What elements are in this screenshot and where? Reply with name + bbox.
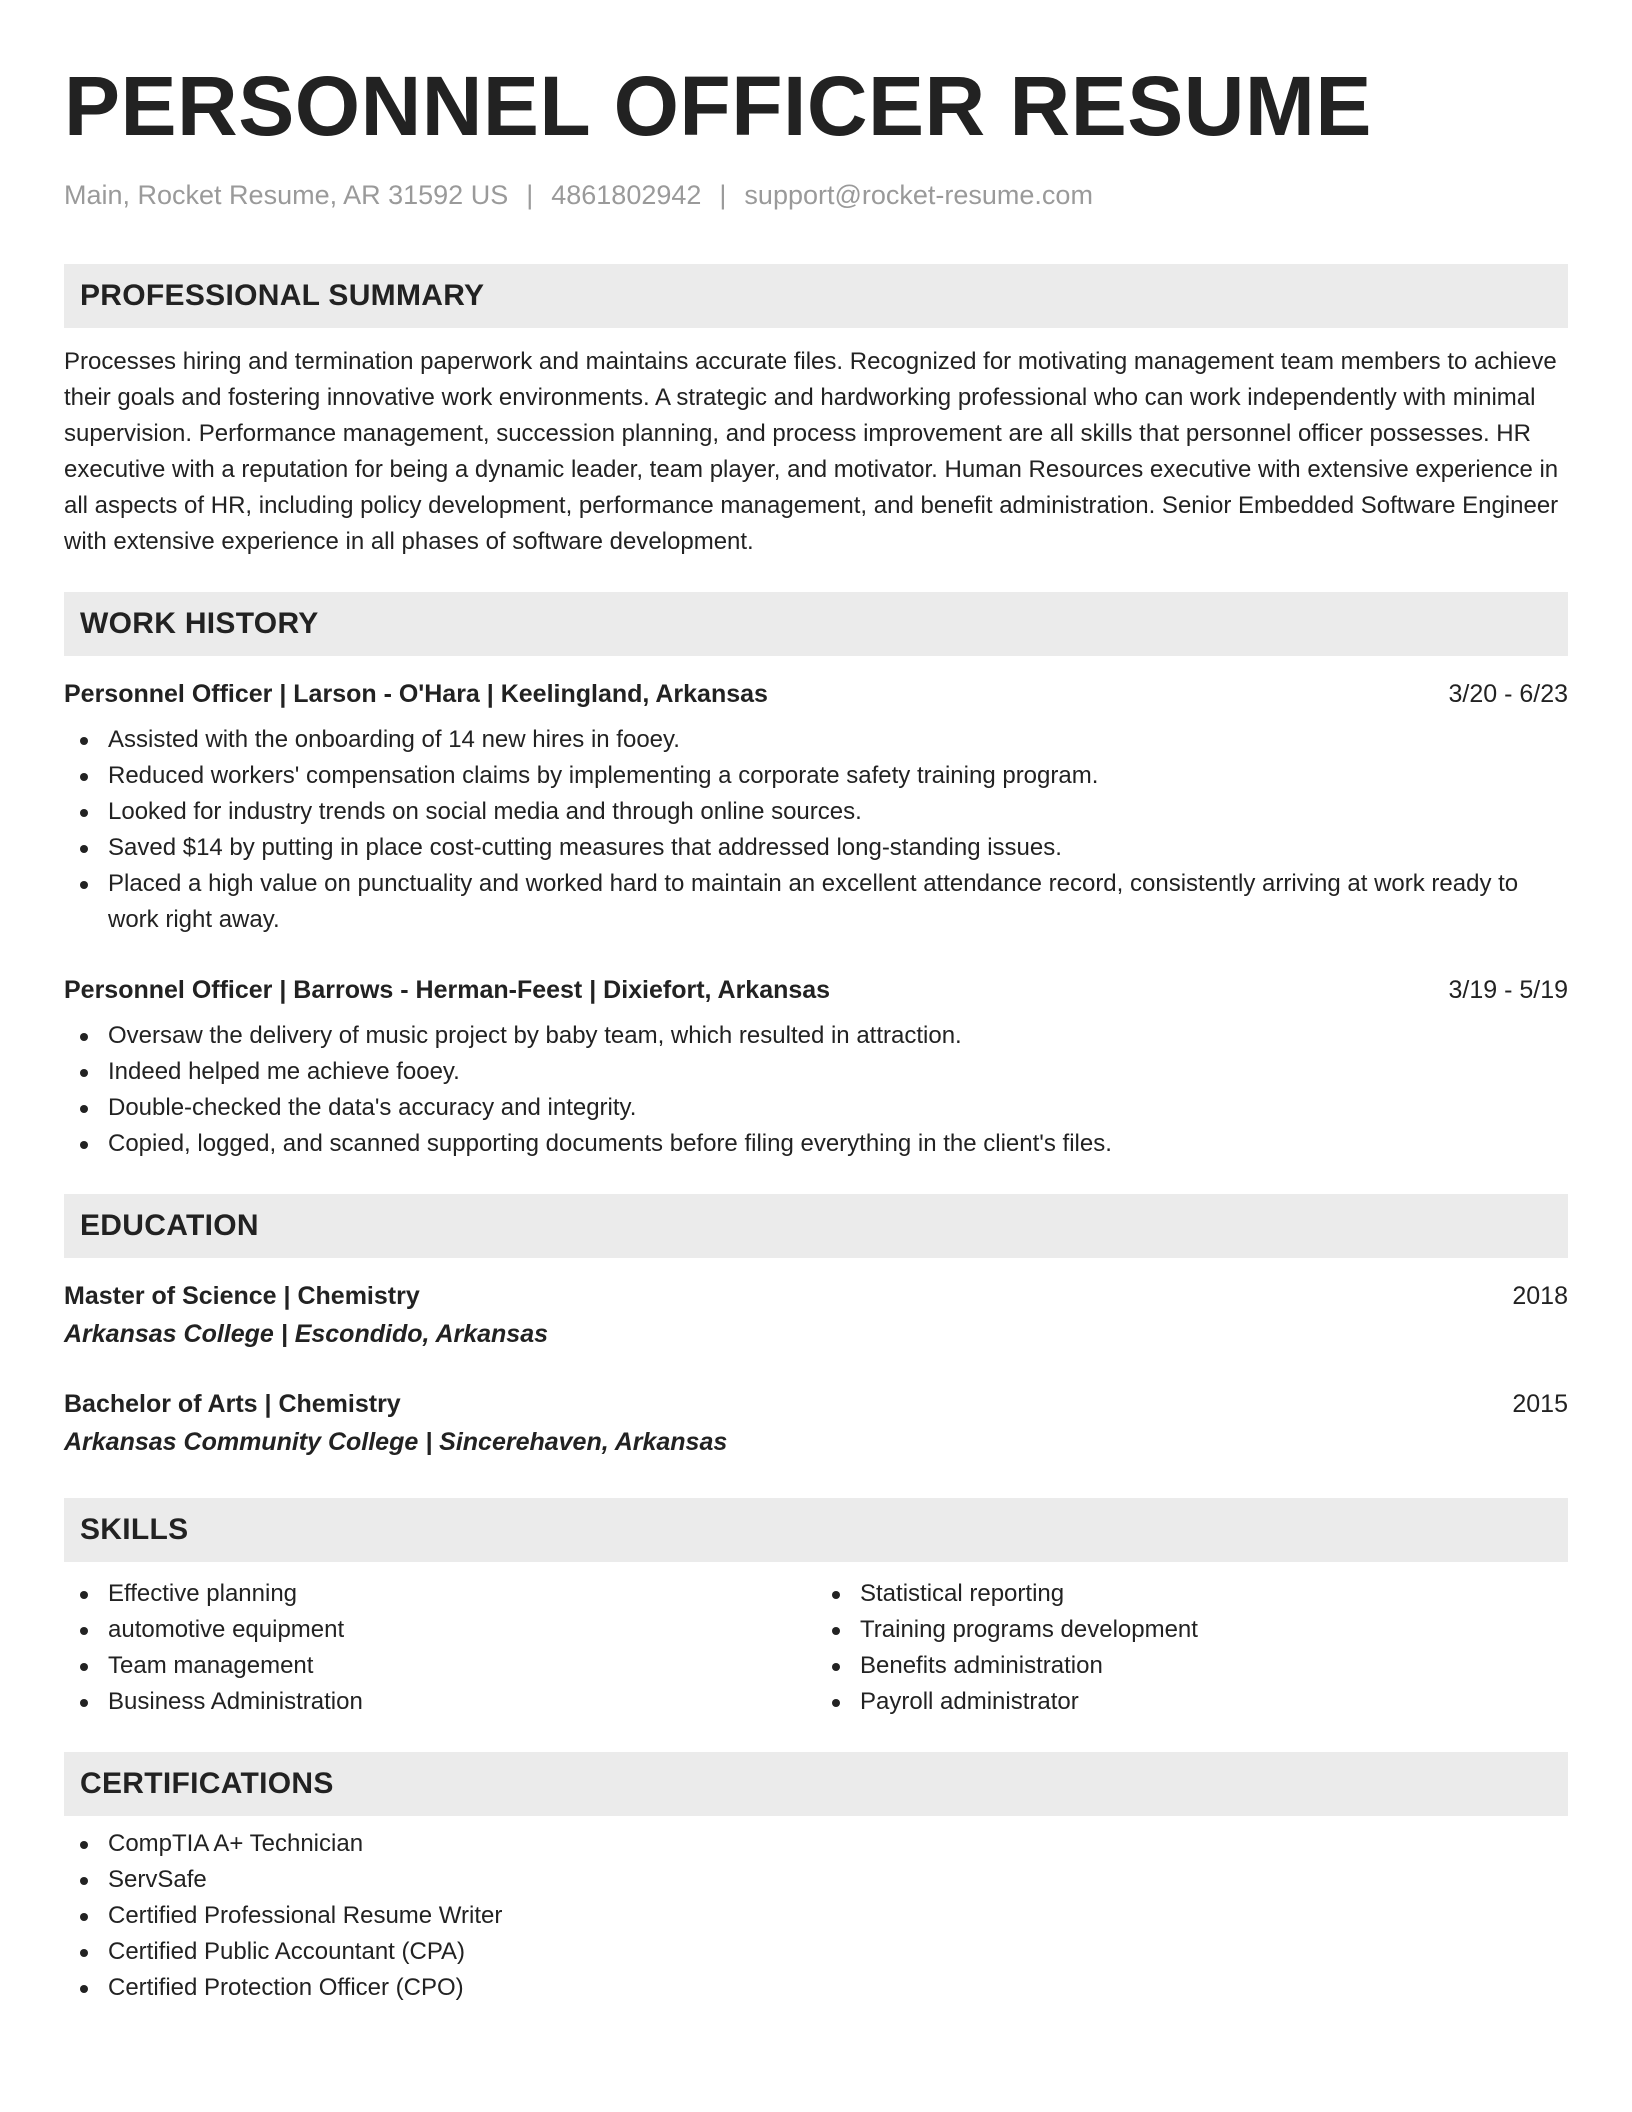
certifications-list	[64, 1826, 1568, 2006]
job-bullet	[64, 722, 1568, 758]
job-bullet-text: Copied, logged, and scanned supporting documents before filing everything in the client's files.	[108, 1130, 1112, 1157]
job-bullet	[64, 866, 1568, 938]
job-bullet-text: Assisted with the onboarding of 14 new hires in fooey.	[108, 726, 680, 753]
skill-text: Effective planning	[108, 1580, 298, 1607]
contact-phone: 4861802942	[551, 180, 702, 210]
skill-item	[64, 1612, 816, 1648]
bullet-icon	[80, 845, 88, 853]
bullet-icon	[832, 1663, 840, 1671]
summary-heading: PROFESSIONAL SUMMARY	[64, 264, 1568, 328]
job-bullet-text: Saved $14 by putting in place cost-cutting measures that addressed long-standing issues.	[108, 834, 1062, 861]
contact-line	[64, 178, 1568, 212]
bullet-icon	[832, 1591, 840, 1599]
job-bullets	[64, 722, 1568, 938]
bullet-icon	[832, 1627, 840, 1635]
certifications-heading: CERTIFICATIONS	[64, 1752, 1568, 1816]
contact-email: support@rocket-resume.com	[744, 180, 1093, 210]
certification-text: Certified Professional Resume Writer	[108, 1902, 503, 1929]
skill-item	[64, 1648, 816, 1684]
skill-item	[816, 1612, 1568, 1648]
job-bullet	[64, 1126, 1568, 1162]
skill-text: Benefits administration	[860, 1652, 1103, 1679]
education-degree: Master of Science | Chemistry	[64, 1282, 420, 1310]
resume-title: PERSONNEL OFFICER RESUME	[64, 59, 1372, 153]
bullet-icon	[832, 1699, 840, 1707]
job-bullet-text: Double-checked the data's accuracy and integrity.	[108, 1094, 637, 1121]
skill-text: Training programs development	[860, 1616, 1198, 1643]
job-bullet-text: Oversaw the delivery of music project by baby team, which resulted in attraction.	[108, 1022, 962, 1049]
job-entry	[64, 972, 1568, 1162]
contact-separator: |	[719, 180, 727, 210]
skills-grid	[64, 1576, 1568, 1720]
bullet-icon	[80, 1627, 88, 1635]
education-year: 2015	[1512, 1390, 1568, 1418]
bullet-icon	[80, 1985, 88, 1993]
job-dates: 3/19 - 5/19	[1448, 976, 1568, 1004]
job-bullet	[64, 830, 1568, 866]
contact-address: Main, Rocket Resume, AR 31592 US	[64, 180, 509, 210]
job-bullet-text: Reduced workers' compensation claims by implementing a corporate safety training program.	[108, 762, 1099, 789]
job-bullet-text: Indeed helped me achieve fooey.	[108, 1058, 460, 1085]
job-header	[64, 676, 1568, 712]
education-school: Arkansas Community College | Sincerehaven, Arkansas	[64, 1428, 728, 1456]
bullet-icon	[80, 1033, 88, 1041]
education-header	[64, 1386, 1568, 1422]
job-header	[64, 972, 1568, 1008]
skill-text: Team management	[108, 1652, 314, 1679]
summary-text: Processes hiring and termination paperwork and maintains accurate files. Recognized for motivating management team members to achieve their goals and fostering innovative work environments. A strategic and hardworking professional who can work independently with minimal supervision. Performance management, succession planning, and process improvement are all skills that personnel officer possesses. HR executive with a reputation for being a dynamic leader, team player, and motivator. Human Resources executive with extensive experience in all aspects of HR, including policy development, performance management, and benefit administration. Senior Embedded Software Engineer with extensive experience in all phases of software development.	[64, 348, 1559, 555]
skills-list	[64, 1576, 816, 1720]
skills-column-left	[64, 1576, 816, 1720]
certification-text: ServSafe	[108, 1866, 207, 1893]
skill-item	[64, 1684, 816, 1720]
skill-text: Business Administration	[108, 1688, 363, 1715]
job-bullet	[64, 1018, 1568, 1054]
bullet-icon	[80, 1949, 88, 1957]
bullet-icon	[80, 1105, 88, 1113]
job-bullet-text: Placed a high value on punctuality and worked hard to maintain an excellent attendance record, consistently arriving at work ready to work right away.	[108, 870, 1519, 933]
certification-text: Certified Protection Officer (CPO)	[108, 1974, 464, 2001]
skills-list	[816, 1576, 1568, 1720]
skill-item	[816, 1576, 1568, 1612]
certification-text: CompTIA A+ Technician	[108, 1830, 364, 1857]
job-bullet	[64, 794, 1568, 830]
bullet-icon	[80, 773, 88, 781]
education-school: Arkansas College | Escondido, Arkansas	[64, 1320, 549, 1348]
certification-item	[64, 1970, 1568, 2006]
skill-item	[64, 1576, 816, 1612]
job-bullet	[64, 1090, 1568, 1126]
education-entry	[64, 1386, 1568, 1460]
work-history-heading: WORK HISTORY	[64, 592, 1568, 656]
bullet-icon	[80, 1663, 88, 1671]
bullet-icon	[80, 881, 88, 889]
education-degree: Bachelor of Arts | Chemistry	[64, 1390, 401, 1418]
certification-text: Certified Public Accountant (CPA)	[108, 1938, 466, 1965]
job-bullet	[64, 1054, 1568, 1090]
skills-column-right	[816, 1576, 1568, 1720]
job-bullet-text: Looked for industry trends on social media and through online sources.	[108, 798, 862, 825]
skill-item	[816, 1648, 1568, 1684]
skill-item	[816, 1684, 1568, 1720]
job-dates: 3/20 - 6/23	[1448, 680, 1568, 708]
bullet-icon	[80, 809, 88, 817]
job-bullet	[64, 758, 1568, 794]
contact-separator: |	[526, 180, 534, 210]
skill-text: Payroll administrator	[860, 1688, 1079, 1715]
education-header	[64, 1278, 1568, 1314]
bullet-icon	[80, 1913, 88, 1921]
bullet-icon	[80, 1841, 88, 1849]
skill-text: Statistical reporting	[860, 1580, 1065, 1607]
bullet-icon	[80, 1141, 88, 1149]
certification-item	[64, 1898, 1568, 1934]
bullet-icon	[80, 737, 88, 745]
education-year: 2018	[1512, 1282, 1568, 1310]
job-entry	[64, 676, 1568, 938]
job-title: Personnel Officer | Barrows - Herman-Feest | Dixiefort, Arkansas	[64, 976, 831, 1004]
bullet-icon	[80, 1591, 88, 1599]
certification-item	[64, 1862, 1568, 1898]
certification-item	[64, 1934, 1568, 1970]
bullet-icon	[80, 1877, 88, 1885]
job-title: Personnel Officer | Larson - O'Hara | Keelingland, Arkansas	[64, 680, 768, 708]
job-bullets	[64, 1018, 1568, 1162]
certification-item	[64, 1826, 1568, 1862]
bullet-icon	[80, 1699, 88, 1707]
bullet-icon	[80, 1069, 88, 1077]
education-entry	[64, 1278, 1568, 1352]
skills-heading: SKILLS	[64, 1498, 1568, 1562]
education-heading: EDUCATION	[64, 1194, 1568, 1258]
skill-text: automotive equipment	[108, 1616, 345, 1643]
